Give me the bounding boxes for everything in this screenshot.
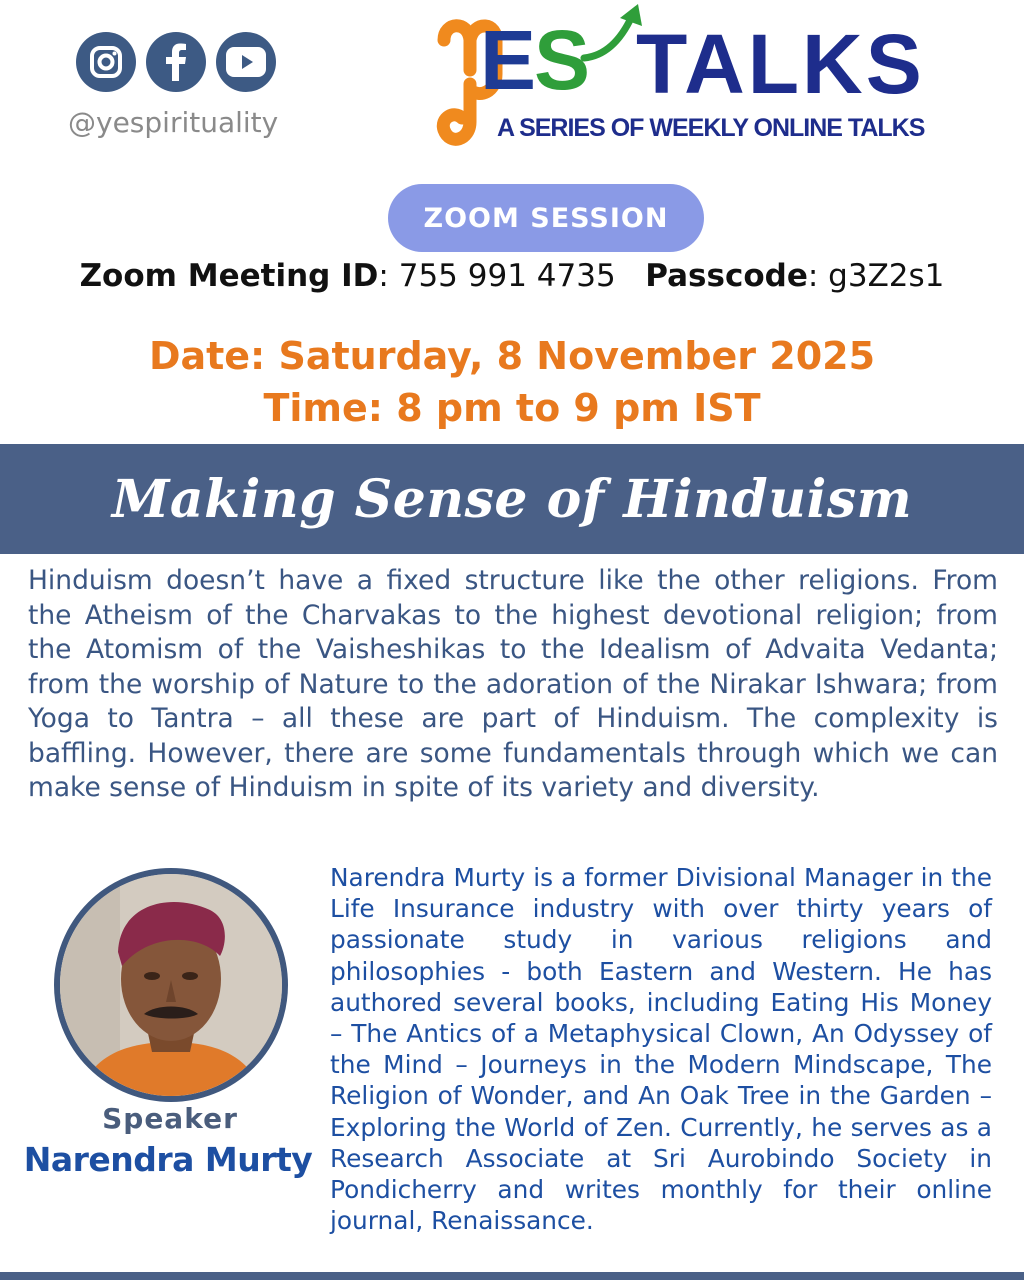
event-time: Time: 8 pm to 9 pm IST bbox=[263, 386, 761, 430]
speaker-label: Speaker bbox=[102, 1102, 238, 1135]
talk-description: Hinduism doesn’t have a fixed structure like the other religions. From the Atheism of the Charvakas to the highest devotional religion; from the Atomism of the Vaisheshikas to the Idealism of Advaita Vedanta; from the worship of Nature to the adoration of the Nirakar Ishwara; from Yoga to Tantra – all these are part of Hinduism. The complexity is baffling. However, there are some fundamentals through which we can make sense of Hinduism in spite of its variety and diversity. bbox=[28, 565, 998, 803]
speaker-bio: Narendra Murty is a former Divisional Manager in the Life Insurance industry with over thirty years of passionate study in various religions and philosophies - both Eastern and Western. He has authored several books, including Eating His Money – The Antics of a Metaphysical Clown, An Odyssey of the Mind – Journeys in the Modern Mindscape, The Religion of Wonder, and An Oak Tree in the Garden – Exploring the World of Zen. Currently, he serves as a Research Associate at Sri Aurobindo Society in Pondicherry and writes monthly for their online journal, Renaissance. bbox=[330, 863, 992, 1236]
facebook-icon[interactable] bbox=[146, 32, 206, 92]
zoom-session-badge: ZOOM SESSION bbox=[388, 184, 704, 252]
bottom-divider bbox=[0, 1272, 1024, 1280]
logo-es: ES bbox=[480, 13, 589, 107]
meeting-id-label: Zoom Meeting ID bbox=[79, 258, 379, 294]
social-icons bbox=[76, 32, 276, 92]
passcode[interactable]: g3Z2s1 bbox=[828, 258, 945, 294]
passcode-label: Passcode bbox=[645, 258, 808, 294]
yes-talks-logo bbox=[430, 0, 1024, 160]
speaker-photo bbox=[54, 868, 288, 1102]
youtube-icon[interactable] bbox=[216, 32, 276, 92]
instagram-icon[interactable] bbox=[76, 32, 136, 92]
title-banner bbox=[0, 444, 1024, 554]
event-date: Date: Saturday, 8 November 2025 bbox=[148, 334, 876, 378]
meeting-id[interactable]: 755 991 4735 bbox=[398, 258, 616, 294]
logo-talks: TALKS bbox=[636, 17, 925, 111]
social-handle: @yespirituality bbox=[68, 106, 279, 139]
speaker-name: Narendra Murty bbox=[23, 1140, 313, 1179]
logo-tagline: A SERIES OF WEEKLY ONLINE TALKS bbox=[497, 114, 925, 142]
zoom-details: Zoom Meeting ID: 755 991 4735 Passcode: g3Z2s1 bbox=[79, 258, 945, 294]
talk-title: Making Sense of Hinduism bbox=[111, 468, 913, 530]
